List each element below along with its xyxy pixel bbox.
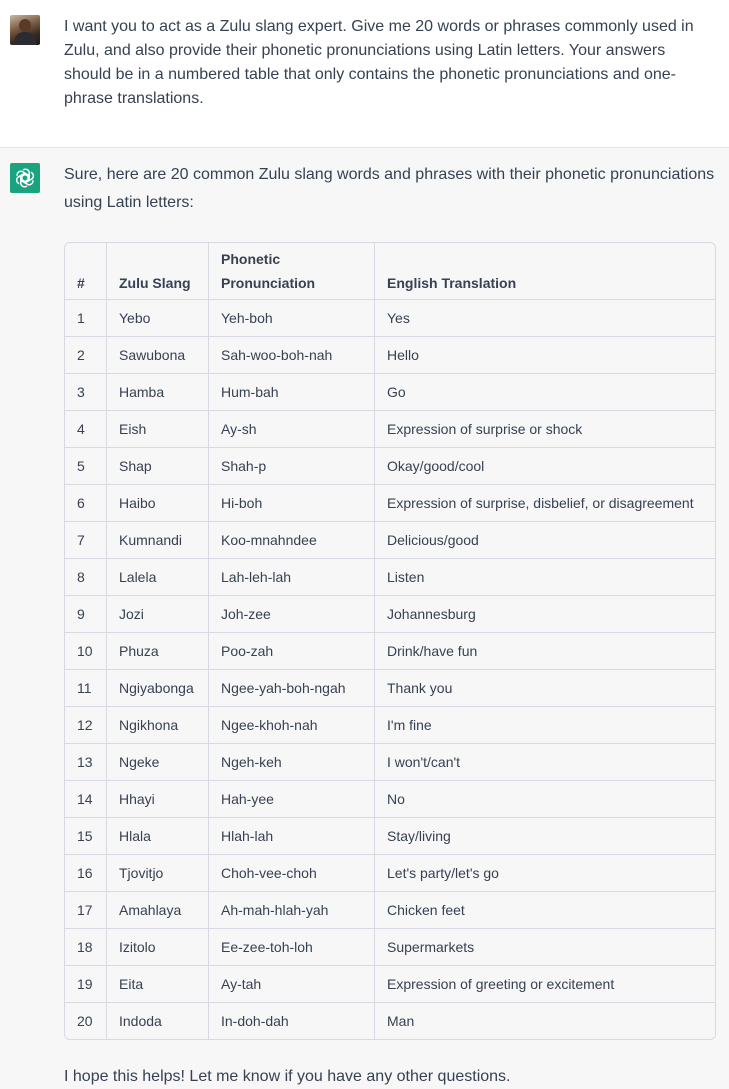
table-header-row <box>65 243 715 300</box>
phonetic-cell: Ay-tah <box>209 966 375 1003</box>
english-cell: Drink/have fun <box>375 633 715 670</box>
zulu-slang-cell: Amahlaya <box>107 892 209 929</box>
assistant-message-body <box>64 163 716 1089</box>
row-number: 9 <box>65 596 107 633</box>
header-zulu-slang: Zulu Slang <box>107 243 209 300</box>
row-number: 13 <box>65 744 107 781</box>
row-number: 18 <box>65 929 107 966</box>
english-cell: Supermarkets <box>375 929 715 966</box>
row-number: 11 <box>65 670 107 707</box>
zulu-slang-cell: Eita <box>107 966 209 1003</box>
zulu-slang-cell: Sawubona <box>107 337 209 374</box>
phonetic-cell: Poo-zah <box>209 633 375 670</box>
user-message-text: I want you to act as a Zulu slang expert. Give me 20 words or phrases commonly used in Zulu, and also provide their phonetic pronunciations using Latin letters. Your answers should be in a numbered table that only contains the phonetic pronunciations and one-phrase translations. <box>64 18 694 107</box>
english-cell: I won't/can't <box>375 744 715 781</box>
table-row <box>65 818 715 855</box>
zulu-slang-cell: Ngeke <box>107 744 209 781</box>
table-row <box>65 559 715 596</box>
zulu-slang-cell: Yebo <box>107 300 209 337</box>
row-number: 12 <box>65 707 107 744</box>
zulu-slang-cell: Ngikhona <box>107 707 209 744</box>
zulu-slang-cell: Hamba <box>107 374 209 411</box>
table-row <box>65 670 715 707</box>
table-row <box>65 966 715 1003</box>
phonetic-cell: Ngeh-keh <box>209 744 375 781</box>
assistant-intro-text: Sure, here are 20 common Zulu slang words and phrases with their phonetic pronunciations using Latin letters: <box>64 166 715 211</box>
table-row <box>65 596 715 633</box>
zulu-slang-cell: Eish <box>107 411 209 448</box>
english-cell: Expression of surprise or shock <box>375 411 715 448</box>
openai-logo-icon <box>10 163 40 193</box>
table-row <box>65 411 715 448</box>
row-number: 3 <box>65 374 107 411</box>
phonetic-cell: Ah-mah-hlah-yah <box>209 892 375 929</box>
english-cell: Johannesburg <box>375 596 715 633</box>
table-row <box>65 337 715 374</box>
table-row <box>65 448 715 485</box>
phonetic-cell: Ay-sh <box>209 411 375 448</box>
phonetic-cell: Hlah-lah <box>209 818 375 855</box>
zulu-slang-cell: Indoda <box>107 1003 209 1039</box>
english-cell: Thank you <box>375 670 715 707</box>
phonetic-cell: Koo-mnahndee <box>209 522 375 559</box>
table-row <box>65 744 715 781</box>
table-row <box>65 781 715 818</box>
table-row <box>65 855 715 892</box>
row-number: 17 <box>65 892 107 929</box>
row-number: 15 <box>65 818 107 855</box>
english-cell: Stay/living <box>375 818 715 855</box>
english-cell: Chicken feet <box>375 892 715 929</box>
phonetic-cell: Lah-leh-lah <box>209 559 375 596</box>
row-number: 8 <box>65 559 107 596</box>
zulu-slang-cell: Tjovitjo <box>107 855 209 892</box>
english-cell: Expression of greeting or excitement <box>375 966 715 1003</box>
row-number: 14 <box>65 781 107 818</box>
table-row <box>65 633 715 670</box>
phonetic-cell: Ngee-khoh-nah <box>209 707 375 744</box>
table-row <box>65 485 715 522</box>
english-cell: Hello <box>375 337 715 374</box>
phonetic-cell: Choh-vee-choh <box>209 855 375 892</box>
header-number: # <box>65 243 107 300</box>
zulu-slang-cell: Haibo <box>107 485 209 522</box>
row-number: 20 <box>65 1003 107 1039</box>
phonetic-cell: Joh-zee <box>209 596 375 633</box>
phonetic-cell: Shah-p <box>209 448 375 485</box>
phonetic-cell: Hi-boh <box>209 485 375 522</box>
user-avatar <box>10 15 40 45</box>
zulu-slang-cell: Shap <box>107 448 209 485</box>
assistant-message <box>0 148 729 1089</box>
row-number: 2 <box>65 337 107 374</box>
zulu-slang-cell: Phuza <box>107 633 209 670</box>
zulu-slang-cell: Ngiyabonga <box>107 670 209 707</box>
zulu-slang-cell: Lalela <box>107 559 209 596</box>
table-row <box>65 300 715 337</box>
english-cell: Delicious/good <box>375 522 715 559</box>
row-number: 5 <box>65 448 107 485</box>
row-number: 1 <box>65 300 107 337</box>
user-message <box>0 0 729 148</box>
row-number: 10 <box>65 633 107 670</box>
english-cell: Let's party/let's go <box>375 855 715 892</box>
english-cell: Expression of surprise, disbelief, or disagreement <box>375 485 715 522</box>
header-phonetic: Phonetic Pronunciation <box>209 243 375 300</box>
phonetic-cell: Yeh-boh <box>209 300 375 337</box>
english-cell: Okay/good/cool <box>375 448 715 485</box>
table-row <box>65 374 715 411</box>
phonetic-cell: Sah-woo-boh-nah <box>209 337 375 374</box>
table-row <box>65 1003 715 1039</box>
phonetic-cell: In-doh-dah <box>209 1003 375 1039</box>
phonetic-cell: Hah-yee <box>209 781 375 818</box>
table-row <box>65 522 715 559</box>
english-cell: Man <box>387 1013 415 1029</box>
row-number: 4 <box>65 411 107 448</box>
zulu-slang-cell: Izitolo <box>107 929 209 966</box>
table-row <box>65 929 715 966</box>
table-row <box>65 892 715 929</box>
phonetic-cell: Ee-zee-toh-loh <box>209 929 375 966</box>
english-cell: Go <box>375 374 715 411</box>
zulu-slang-cell: Hlala <box>107 818 209 855</box>
english-cell: No <box>375 781 715 818</box>
header-english: English Translation <box>375 243 715 300</box>
row-number: 6 <box>65 485 107 522</box>
table-row <box>65 707 715 744</box>
zulu-slang-cell: Hhayi <box>107 781 209 818</box>
english-cell: I'm fine <box>375 707 715 744</box>
zulu-slang-table <box>64 242 716 1040</box>
english-cell: Listen <box>375 559 715 596</box>
row-number: 7 <box>65 522 107 559</box>
assistant-closing-text: I hope this helps! Let me know if you have any other questions. <box>64 1068 511 1085</box>
english-cell: Yes <box>375 300 715 337</box>
row-number: 19 <box>65 966 107 1003</box>
row-number: 16 <box>65 855 107 892</box>
phonetic-cell: Hum-bah <box>209 374 375 411</box>
phonetic-cell: Ngee-yah-boh-ngah <box>209 670 375 707</box>
zulu-slang-cell: Jozi <box>107 596 209 633</box>
zulu-slang-cell: Kumnandi <box>107 522 209 559</box>
